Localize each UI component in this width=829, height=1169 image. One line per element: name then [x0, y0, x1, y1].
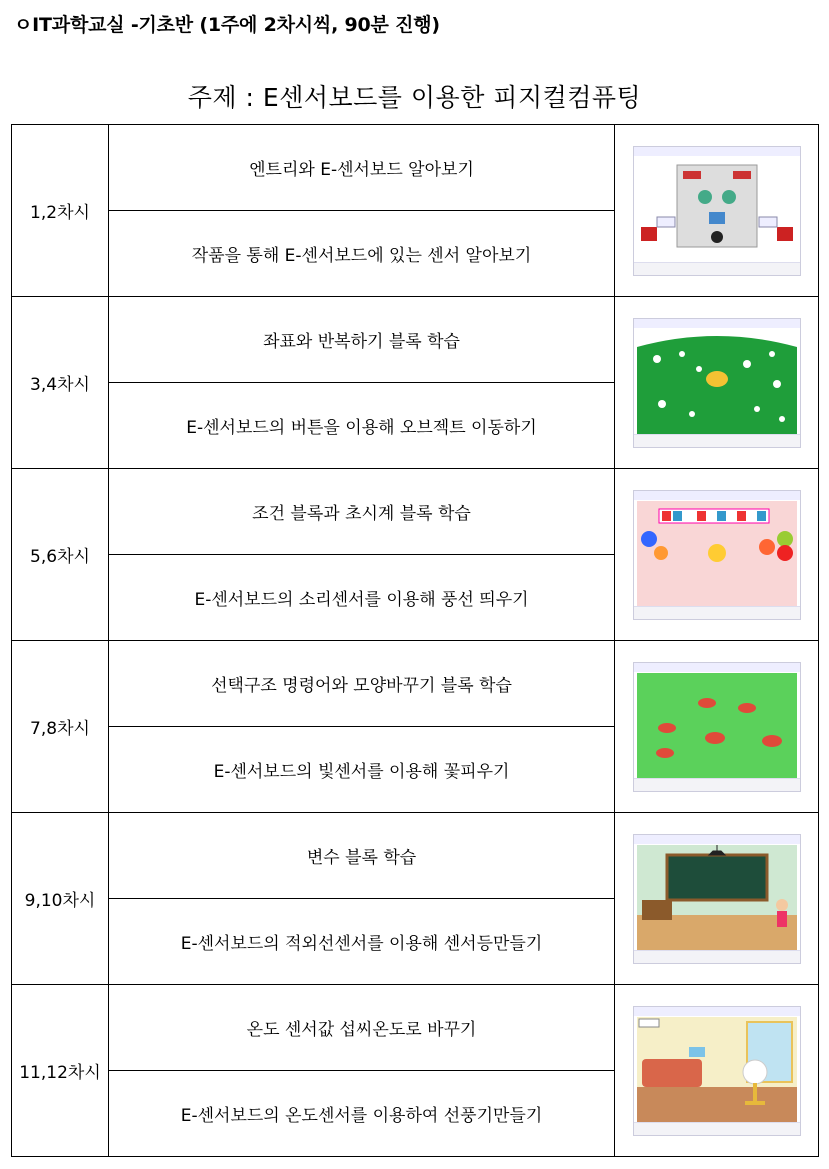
screenshot-cell	[615, 813, 819, 985]
page-header: ㅇIT과학교실 -기초반 (1주에 2차시씩, 90분 진행)	[14, 14, 440, 36]
sensor-board-screenshot	[633, 146, 801, 276]
table-row	[12, 297, 819, 383]
screenshot-cell	[615, 125, 819, 297]
lesson-cell: 작품을 통해 E-센서보드에 있는 센서 알아보기	[109, 211, 615, 297]
session-cell: 3,4차시	[12, 297, 109, 469]
screenshot-cell	[615, 985, 819, 1157]
lesson-cell: 온도 센서값 섭씨온도로 바꾸기	[109, 985, 615, 1071]
table-row	[12, 813, 819, 899]
lesson-cell: E-센서보드의 빛센서를 이용해 꽃피우기	[109, 727, 615, 813]
screenshot-cell	[615, 297, 819, 469]
session-cell: 9,10차시	[12, 813, 109, 985]
table-row	[12, 641, 819, 727]
lesson-cell: 엔트리와 E-센서보드 알아보기	[109, 125, 615, 211]
flower-field-screenshot	[633, 662, 801, 792]
page-title: 주제 : E센서보드를 이용한 피지컬컴퓨팅	[187, 83, 642, 112]
lesson-cell: E-센서보드의 버튼을 이용해 오브젝트 이동하기	[109, 383, 615, 469]
lesson-cell: 선택구조 명령어와 모양바꾸기 블록 학습	[109, 641, 615, 727]
lesson-cell: E-센서보드의 적외선센서를 이용해 센서등만들기	[109, 899, 615, 985]
session-cell: 11,12차시	[12, 985, 109, 1157]
lesson-cell: E-센서보드의 소리센서를 이용해 풍선 띄우기	[109, 555, 615, 641]
table-row	[12, 125, 819, 211]
session-cell: 7,8차시	[12, 641, 109, 813]
screenshot-cell	[615, 641, 819, 813]
lesson-cell: E-센서보드의 온도센서를 이용하여 선풍기만들기	[109, 1071, 615, 1157]
lesson-cell: 조건 블록과 초시계 블록 학습	[109, 469, 615, 555]
session-cell: 1,2차시	[12, 125, 109, 297]
lesson-cell: 변수 블록 학습	[109, 813, 615, 899]
butterfly-field-screenshot	[633, 318, 801, 448]
session-cell: 5,6차시	[12, 469, 109, 641]
room-fan-screenshot	[633, 1006, 801, 1136]
table-row	[12, 985, 819, 1071]
table-row	[12, 469, 819, 555]
happy-birthday-screenshot	[633, 490, 801, 620]
classroom-lamp-screenshot	[633, 834, 801, 964]
lesson-cell: 좌표와 반복하기 블록 학습	[109, 297, 615, 383]
curriculum-table	[11, 124, 819, 1157]
screenshot-cell	[615, 469, 819, 641]
